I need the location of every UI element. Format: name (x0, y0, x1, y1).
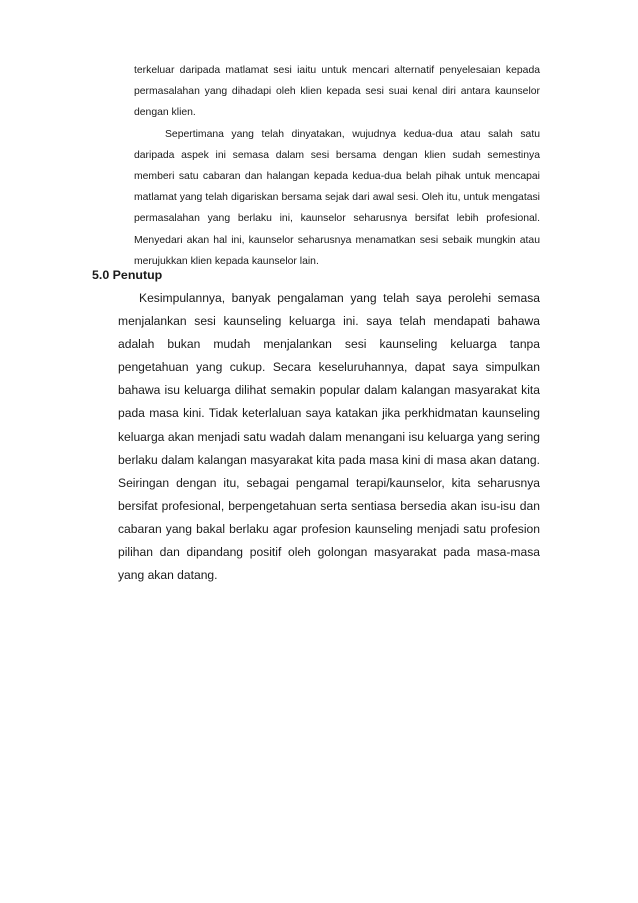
section-heading: 5.0 Penutup (92, 268, 163, 282)
quoted-section (134, 60, 540, 272)
second-paragraph: Sepertimana yang telah dinyatakan, wujudnya kedua-dua atau salah satu daripada aspek ini semasa dalam sesi bersama dengan klien sudah semestinya memberi satu cabaran dan halangan kepada kedua-dua belah pihak untuk mencapai matlamat yang telah digariskan bersama sejak dari awal sesi. Oleh itu, untuk mengatasi permasalahan yang berlaku ini, kaunselor seharusnya bersifat lebih profesional. Menyedari akan hal ini, kaunselor seharusnya menamatkan sesi sebaik mungkin atau merujukkan klien kepada kaunselor lain. (134, 128, 540, 267)
conclusion-paragraph: Kesimpulannya, banyak pengalaman yang telah saya perolehi semasa menjalankan sesi kaunseling keluarga ini. saya telah mendapati bahawa adalah bukan mudah menjalankan sesi kaunseling keluarga tanpa pengetahuan yang cukup. Secara keseluruhannya, dapat saya simpulkan bahawa isu keluarga dilihat semakin popular dalam kalangan masyarakat kita pada masa kini. Tidak keterlaluan saya katakan jika perkhidmatan kaunseling keluarga akan menjadi satu wadah dalam menangani isu keluarga yang sering berlaku dalam kalangan masyarakat kita pada masa kini di masa akan datang. Seiringan dengan itu, sebagai pengamal terapi/kaunselor, kita seharusnya bersifat profesional, berpengetahuan serta sentiasa bersedia akan isu-isu dan cabaran yang bakal berlaku agar profesion kaunseling menjadi satu profesion pilihan dan dipandang positif oleh golongan masyarakat pada masa-masa yang akan datang. (118, 291, 540, 583)
conclusion-section (118, 287, 540, 587)
continuation-paragraph: terkeluar daripada matlamat sesi iaitu untuk mencari alternatif penyelesaian kepada permasalahan yang dihadapi oleh klien kepada sesi suai kenal diri antara kaunselor dengan klien. (134, 65, 540, 119)
